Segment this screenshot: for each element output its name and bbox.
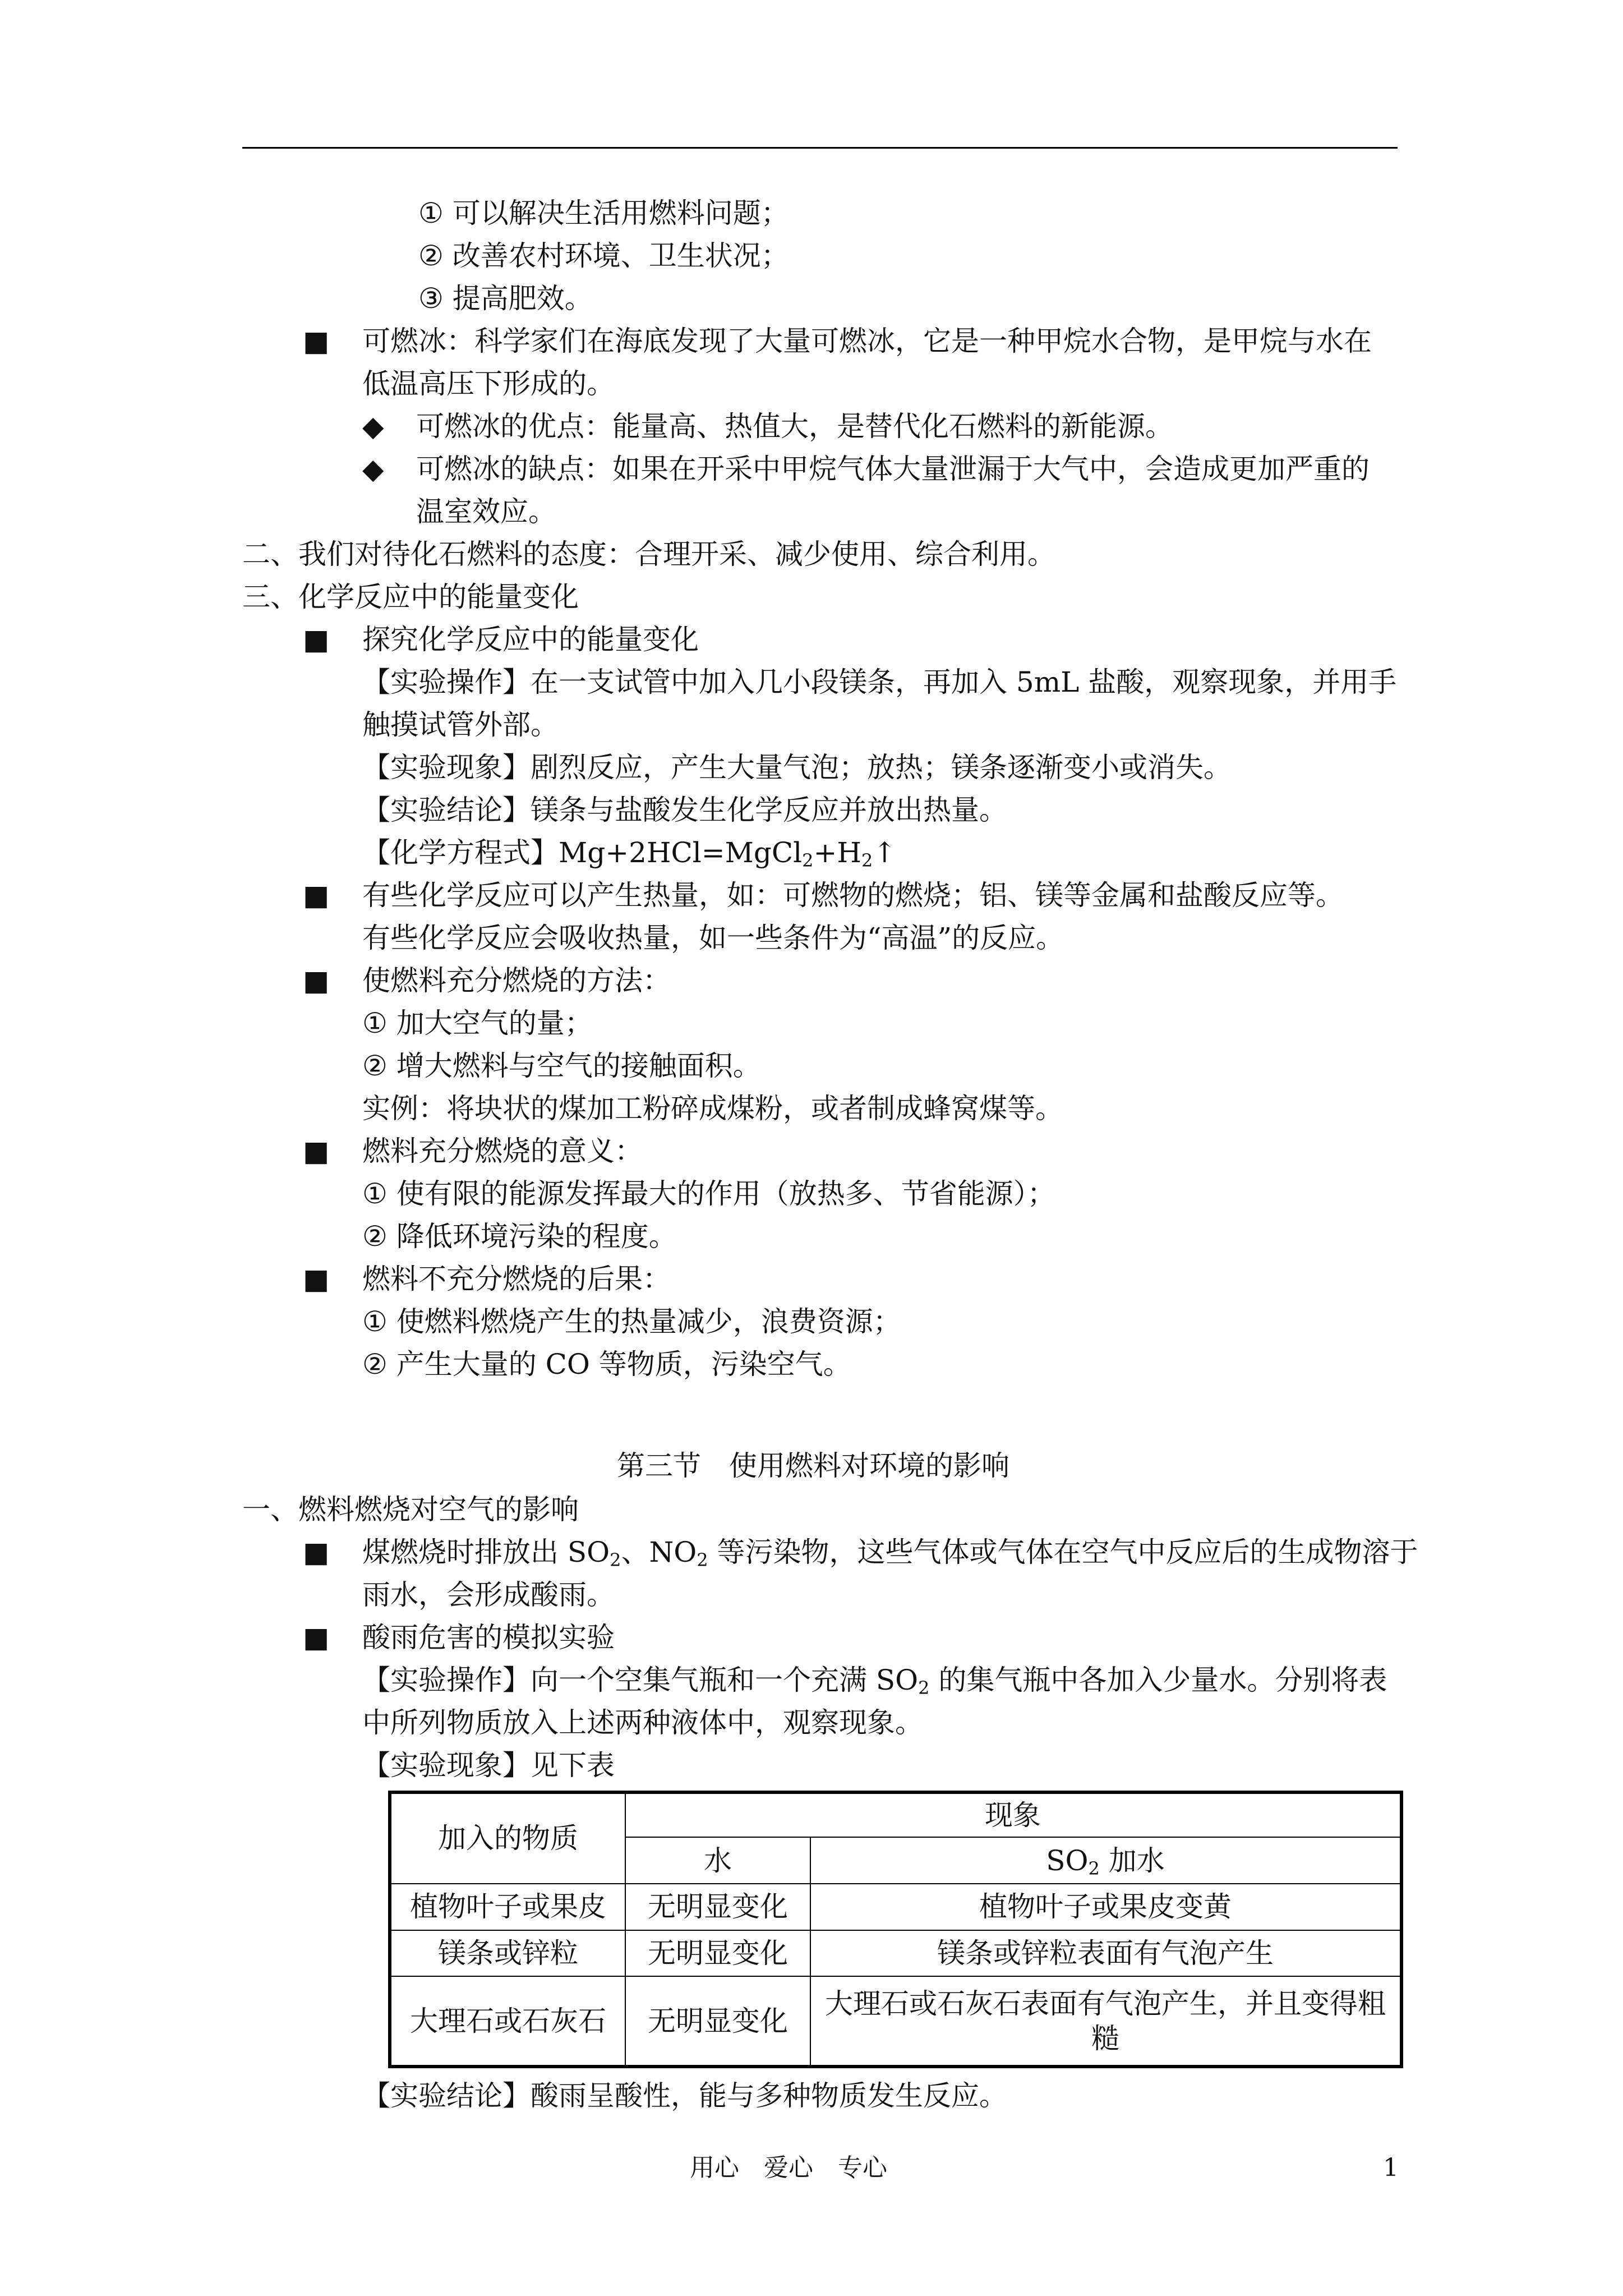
circled-number: ① [362,1007,388,1039]
circled-number: ① [362,1177,388,1210]
text-line: 【实验现象】见下表 [362,1749,615,1782]
text-line: 低温高压下形成的。 [362,367,615,400]
footer-motto: 用心 爱心 专心 [690,2154,887,2182]
section-title: 第三节 使用燃料对环境的影响 [617,1450,1009,1482]
diamond-bullet-icon: ◆ [362,410,384,443]
text-line: 温室效应。 [416,495,556,528]
list-item: ① 使燃料燃烧产生的热量减少，浪费资源； [362,1305,901,1338]
square-bullet-icon: ■ [303,879,330,912]
table-row [390,1930,1401,1977]
cell-substance: 植物叶子或果皮 [390,1884,625,1930]
circled-number: ③ [418,282,444,315]
results-table [388,1791,1403,2068]
list-item: ③ 提高肥效。 [418,282,593,315]
bullet-paragraph: ■ 有些化学反应可以产生热量，如：可燃物的燃烧；铝、镁等金属和盐酸反应等。 [303,879,1344,912]
text-line: 触摸试管外部。 [362,708,559,741]
header-rule [242,147,1398,149]
text-line: 【实验操作】向一个空集气瓶和一个充满 $SO_2$ 的集气瓶中各加入少量水。分别将表 [362,1664,1387,1699]
page-number: 1 [1383,2154,1399,2182]
section-heading: 三、化学反应中的能量变化 [242,581,579,613]
circled-number: ② [418,240,444,272]
chemical-equation: 【化学方程式】$Mg+2HCl=MgCl_2+H_2↑$ [362,836,897,871]
diamond-bullet-icon: ◆ [362,453,384,485]
section-heading: 二、我们对待化石燃料的态度：合理开采、减少使用、综合利用。 [242,538,1055,570]
bullet-paragraph: ■ 酸雨危害的模拟实验 [303,1621,615,1654]
header-substance: 加入的物质 [390,1792,625,1884]
cell-so2: 大理石或石灰石表面有气泡产生，并且变得粗糙 [810,1976,1401,2067]
header-phenomenon: 现象 [625,1792,1401,1837]
bullet-paragraph: ■ 燃料不充分燃烧的后果： [303,1263,671,1295]
bullet-paragraph: ◆ 可燃冰的优点：能量高、热值大，是替代化石燃料的新能源。 [362,410,1173,443]
cell-water: 无明显变化 [625,1930,810,1977]
cell-substance: 镁条或锌粒 [390,1930,625,1977]
text-line: 【实验操作】在一支试管中加入几小段镁条，再加入 5mL 盐酸，观察现象，并用手 [362,666,1397,698]
bullet-paragraph: ■ 燃料充分燃烧的意义： [303,1135,643,1167]
list-item: ② 降低环境污染的程度。 [362,1220,677,1253]
header-water: 水 [625,1837,810,1884]
bullet-paragraph: ■ 可燃冰：科学家们在海底发现了大量可燃冰，它是一种甲烷水合物，是甲烷与水在 [303,325,1372,357]
text-line: 中所列物质放入上述两种液体中，观察现象。 [362,1706,923,1739]
circled-number: ① [362,1305,388,1338]
text-line: 【实验结论】镁条与盐酸发生化学反应并放出热量。 [362,794,1007,826]
square-bullet-icon: ■ [303,1621,330,1654]
table-row [390,1884,1401,1930]
header-so2-water: $SO_2$ 加水 [810,1837,1401,1884]
list-item: ① 加大空气的量； [362,1007,593,1039]
table-header-row [390,1792,1401,1837]
bullet-paragraph: ■ 使燃料充分燃烧的方法： [303,964,671,997]
square-bullet-icon: ■ [303,1135,330,1167]
cell-water: 无明显变化 [625,1976,810,2067]
cell-so2: 植物叶子或果皮变黄 [810,1884,1401,1930]
text-line: 有些化学反应会吸收热量，如一些条件为“高温”的反应。 [362,922,1064,954]
table-row [390,1976,1401,2067]
text-line: 【实验现象】剧烈反应，产生大量气泡；放热；镁条逐渐变小或消失。 [362,751,1232,784]
cell-water: 无明显变化 [625,1884,810,1930]
bullet-paragraph: ■ 探究化学反应中的能量变化 [303,623,699,656]
square-bullet-icon: ■ [303,1536,330,1568]
text-line: 【实验结论】酸雨呈酸性，能与多种物质发生反应。 [362,2079,1007,2112]
square-bullet-icon: ■ [303,964,330,997]
circled-number: ② [362,1050,388,1082]
circled-number: ① [418,197,444,229]
list-item: ② 产生大量的 CO 等物质，污染空气。 [362,1348,851,1381]
cell-so2: 镁条或锌粒表面有气泡产生 [810,1930,1401,1977]
list-item: ① 使有限的能源发挥最大的作用（放热多、节省能源）； [362,1177,1055,1210]
square-bullet-icon: ■ [303,325,330,357]
bullet-paragraph: ■ 煤燃烧时排放出 $SO_2$、$NO_2$ 等污染物，这些气体或气体在空气中反应后的生成物溶于 [303,1536,1418,1571]
list-item: ② 增大燃料与空气的接触面积。 [362,1050,761,1082]
square-bullet-icon: ■ [303,1263,330,1295]
text-line: 实例：将块状的煤加工粉碎成煤粉，或者制成蜂窝煤等。 [362,1092,1063,1125]
circled-number: ② [362,1220,388,1253]
circled-number: ② [362,1348,388,1381]
text-line: 雨水，会形成酸雨。 [362,1579,615,1611]
section-heading: 一、燃料燃烧对空气的影响 [242,1493,579,1526]
bullet-paragraph: ◆ 可燃冰的缺点：如果在开采中甲烷气体大量泄漏于大气中，会造成更加严重的 [362,453,1370,485]
square-bullet-icon: ■ [303,623,330,656]
list-item: ② 改善农村环境、卫生状况； [418,240,789,272]
cell-substance: 大理石或石灰石 [390,1976,625,2067]
list-item: ① 可以解决生活用燃料问题； [418,197,789,229]
